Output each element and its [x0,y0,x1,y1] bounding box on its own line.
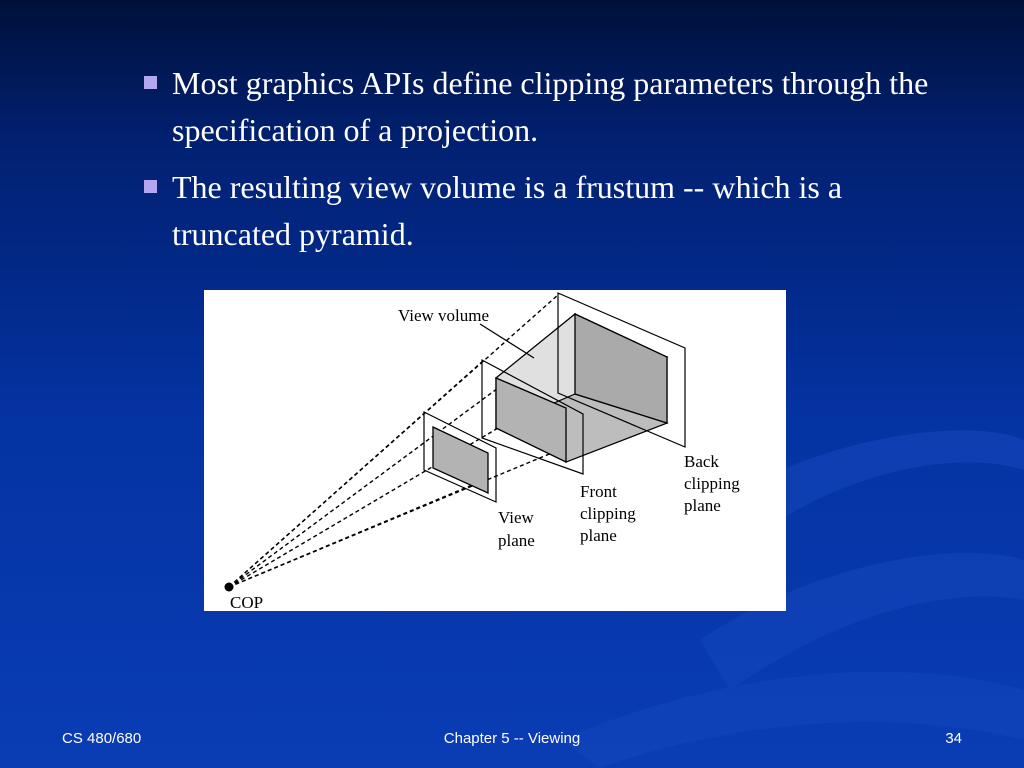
frustum-figure [204,290,786,611]
back-plane-label-line3: plane [684,496,721,515]
bullet-text: The resulting view volume is a frustum -- which is a truncated pyramid. [172,169,843,252]
front-plane-label-line3: plane [580,526,617,545]
back-plane-label-line2: clipping [684,474,740,493]
footer-chapter: Chapter 5 -- Viewing [443,730,581,747]
bullet-square-icon [144,76,157,89]
front-plane-label-line1: Front [580,482,617,501]
bullet-item [140,164,930,258]
bullet-list [140,60,930,268]
back-plane-label-line1: Back [684,452,719,471]
bullet-square-icon [144,180,157,193]
view-volume-leader [480,324,534,358]
view-plane-label-line1: View [498,508,534,527]
cop-point [225,583,234,592]
cop-label: COP [230,593,264,611]
view-plane-window [433,427,488,493]
front-plane-label-line2: clipping [580,504,636,523]
frustum-diagram [204,290,786,611]
footer-course: CS 480/680 [62,730,142,747]
view-plane-label-line2: plane [498,531,535,550]
view-volume-label: View volume [398,306,490,325]
footer-page-number: 34 [945,730,962,747]
bullet-item [140,60,930,154]
bullet-text: Most graphics APIs define clipping parameters through the specification of a projection. [172,65,929,148]
